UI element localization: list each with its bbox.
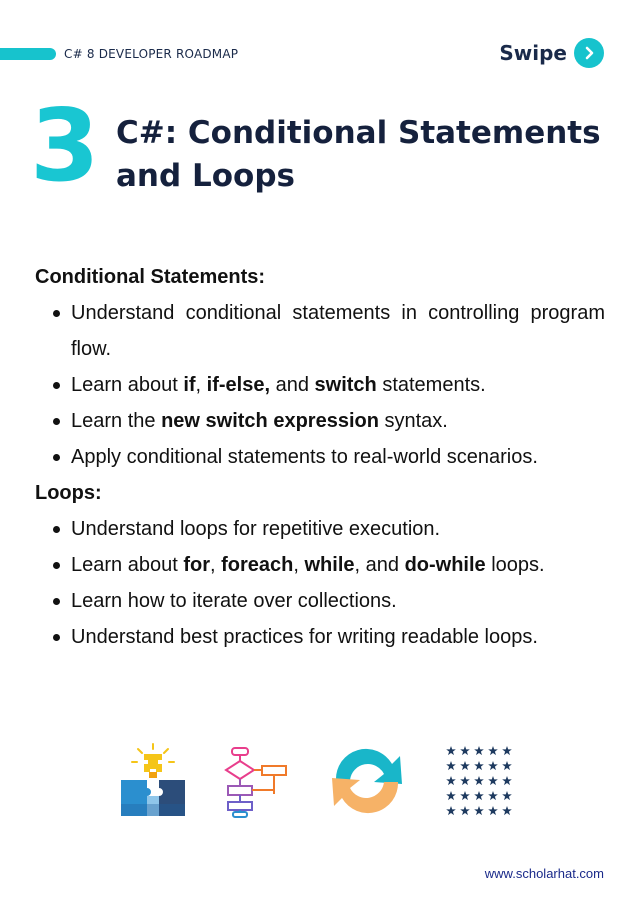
section-heading-conditional: Conditional Statements: bbox=[35, 266, 266, 288]
puzzle-lightbulb-icon bbox=[118, 742, 188, 823]
content-body bbox=[35, 259, 605, 655]
list-item: Learn how to iterate over collections. bbox=[71, 583, 605, 619]
list-item: Understand loops for repetitive execution. bbox=[71, 511, 605, 547]
accent-bar bbox=[0, 48, 56, 60]
swipe-label: Swipe bbox=[499, 41, 567, 65]
swipe-button[interactable] bbox=[499, 38, 604, 68]
list-item: Learn about if, if-else, and switch statements. bbox=[71, 367, 605, 403]
section-heading-loops: Loops: bbox=[35, 482, 102, 504]
list-item: Apply conditional statements to real-world scenarios. bbox=[71, 439, 605, 475]
list-item: Learn the new switch expression syntax. bbox=[71, 403, 605, 439]
list-item: Understand conditional statements in controlling program flow. bbox=[71, 295, 605, 367]
star-grid-icon bbox=[443, 744, 519, 825]
page-title-line1: C#: Conditional Statements bbox=[116, 115, 601, 151]
list-item: Understand best practices for writing readable loops. bbox=[71, 619, 605, 655]
step-number: 3 bbox=[30, 87, 98, 204]
page-title bbox=[116, 112, 616, 198]
list-item: Learn about for, foreach, while, and do-while loops. bbox=[71, 547, 605, 583]
flowchart-icon bbox=[220, 746, 290, 823]
page-title-line2: and Loops bbox=[116, 158, 295, 194]
refresh-arrows-icon bbox=[322, 744, 412, 823]
website-link[interactable]: www.scholarhat.com bbox=[484, 866, 604, 881]
conditional-list bbox=[35, 295, 605, 475]
loops-list bbox=[35, 511, 605, 655]
roadmap-label: C# 8 DEVELOPER ROADMAP bbox=[64, 47, 239, 61]
chevron-right-icon bbox=[574, 38, 604, 68]
